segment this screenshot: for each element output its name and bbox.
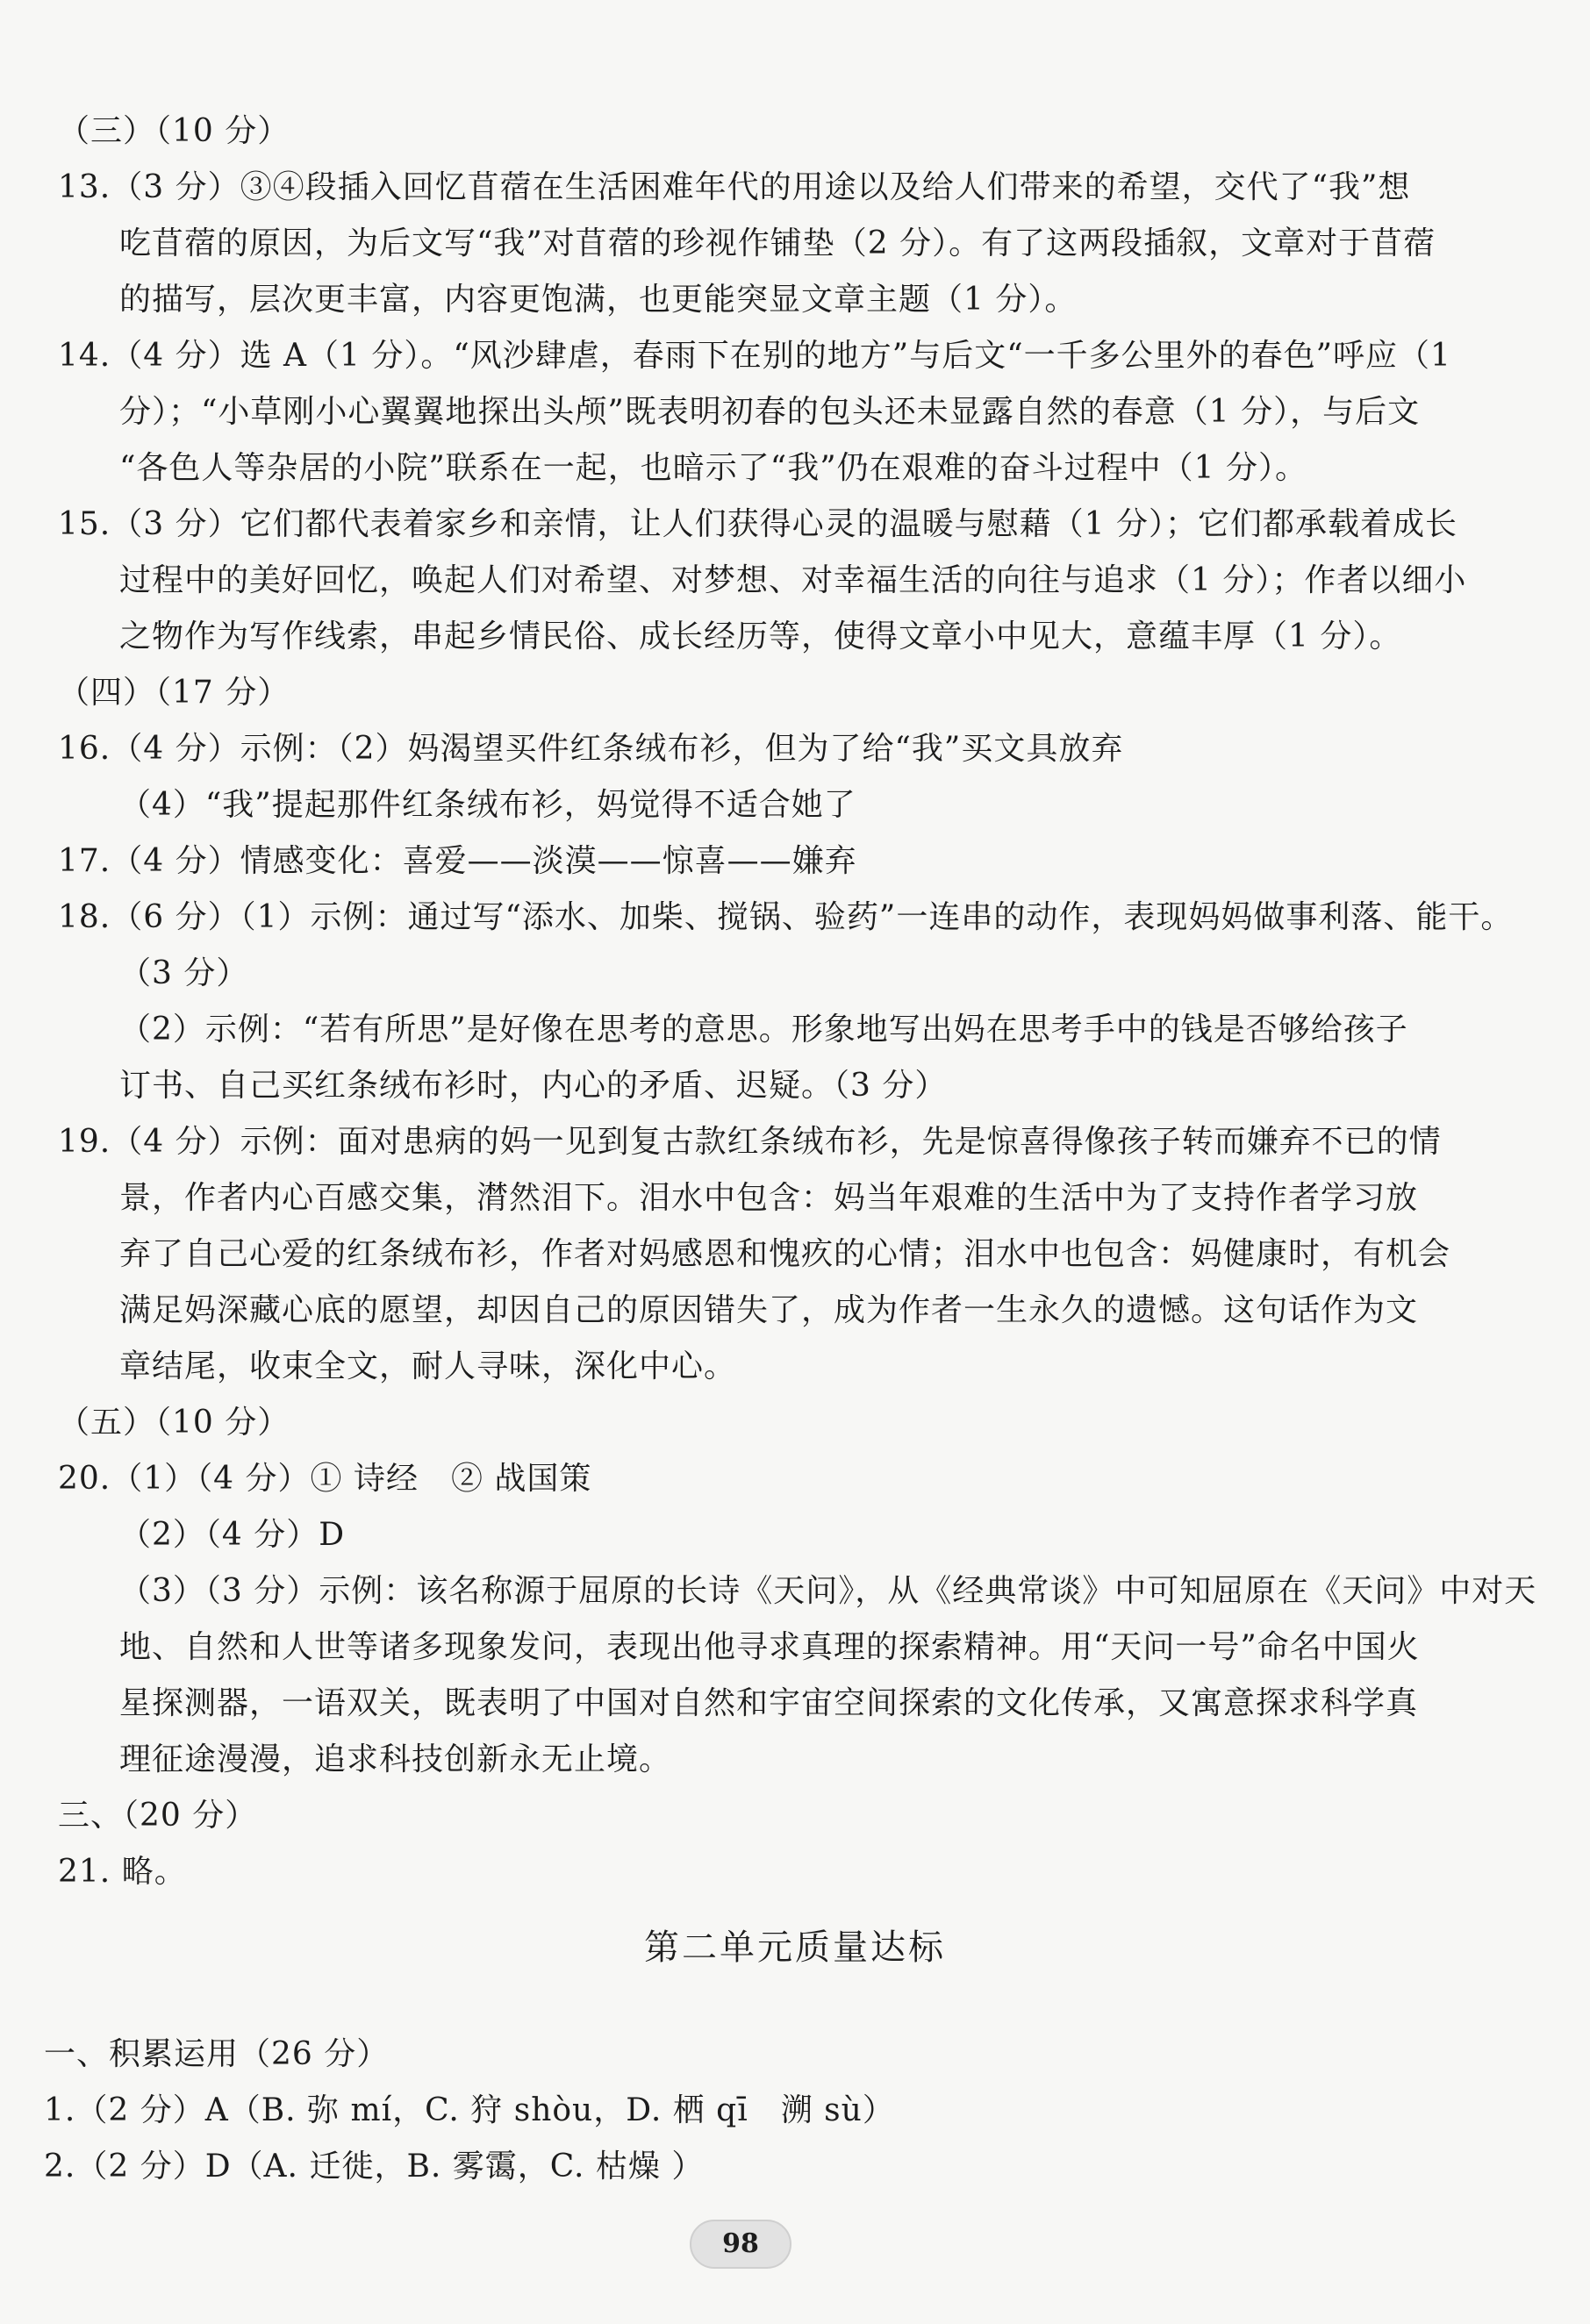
answer-14-line-1: 14.（4 分）选 A（1 分）。“风沙肆虐，春雨下在别的地方”与后文“一千多公里外的春色”呼应（1 [58, 338, 1451, 374]
answer-15-line-3: 之物作为写作线索，串起乡情民俗、成长经历等，使得文章小中见大，意蕴丰厚（1 分）。 [119, 619, 1402, 654]
answer-18-line-1: 18.（6 分）（1）示例：通过写“添水、加柴、搅锅、验药”一连串的动作，表现妈妈做事利落、能干。 [58, 899, 1514, 935]
answer-20-line-3: （3）（3 分）示例：该名称源于屈原的长诗《天问》，从《经典常谈》中可知屈原在《天问》中对天 [119, 1573, 1537, 1609]
answer-18-line-3: （2）示例：“若有所思”是好像在思考的意思。形象地写出妈在思考手中的钱是否够给孩子 [119, 1012, 1408, 1048]
answer-16-line-1: 16.（4 分）示例：（2）妈渴望买件红条绒布衫，但为了给“我”买文具放弃 [58, 731, 1124, 767]
page-number: 98 [722, 2228, 759, 2259]
answer-13-line-1: 13.（3 分）③④段插入回忆苜蓿在生活困难年代的用途以及给人们带来的希望，交代了“我”想 [58, 169, 1411, 205]
answer-20-line-6: 理征途漫漫，追求科技创新永无止境。 [119, 1741, 672, 1777]
unit2-section-heading: 一、积累运用（26 分） [44, 2036, 390, 2072]
answer-21: 21. 略。 [58, 1854, 187, 1890]
answer-20-line-5: 星探测器，一语双关，既表明了中国对自然和宇宙空间探索的文化传承，又寓意探求科学真 [119, 1685, 1419, 1721]
answers-section [58, 104, 1537, 1900]
section-heading-4: （四）（17 分） [58, 675, 290, 711]
unit-title: 第二单元质量达标 [644, 1927, 946, 1968]
answer-20-line-1: 20.（1）（4 分）① 诗经 ② 战国策 [58, 1461, 592, 1497]
answer-14-line-2: 分）；“小草刚小心翼翼地探出头颅”既表明初春的包头还未显露自然的春意（1 分），与后文 [119, 394, 1421, 430]
answer-17: 17.（4 分）情感变化：喜爱——淡漠——惊喜——嫌弃 [58, 843, 857, 879]
answer-15-line-2: 过程中的美好回忆，唤起人们对希望、对梦想、对幸福生活的向往与追求（1 分）；作者以细小 [119, 562, 1467, 598]
answer-19-line-5: 章结尾，收束全文，耐人寻味，深化中心。 [119, 1348, 737, 1384]
answer-20-line-2: （2）（4 分）D [119, 1517, 346, 1553]
unit2-answer-2: 2.（2 分）D（A. 迁徙，B. 雾霭，C. 枯燥 ） [44, 2149, 705, 2185]
unit2-answer-1: 1.（2 分）A（B. 弥 mí，C. 狩 shòu，D. 栖 qī 溯 sù） [44, 2092, 895, 2128]
answer-19-line-4: 满足妈深藏心底的愿望，却因自己的原因错失了，成为作者一生永久的遗憾。这句话作为文 [119, 1292, 1419, 1328]
answer-19-line-1: 19.（4 分）示例：面对患病的妈一见到复古款红条绒布衫，先是惊喜得像孩子转而嫌弃不已的情 [58, 1124, 1442, 1160]
section-heading-5: （五）（10 分） [58, 1405, 290, 1441]
page-number-badge [690, 2220, 791, 2269]
section-heading-part3: 三、（20 分） [58, 1798, 258, 1834]
answer-13-line-2: 吃苜蓿的原因，为后文写“我”对苜蓿的珍视作铺垫（2 分）。有了这两段插叙，文章对于苜蓿 [119, 225, 1436, 261]
unit2-answers [44, 2027, 1430, 2195]
answer-15-line-1: 15.（3 分）它们都代表着家乡和亲情，让人们获得心灵的温暖与慰藉（1 分）；它们都承载着成长 [58, 506, 1458, 542]
answer-19-line-2: 景，作者内心百感交集，潸然泪下。泪水中包含：妈当年艰难的生活中为了支持作者学习放 [119, 1180, 1419, 1216]
answer-20-line-4: 地、自然和人世等诸多现象发问，表现出他寻求真理的探索精神。用“天问一号”命名中国火 [119, 1629, 1420, 1665]
answer-16-line-2: （4）“我”提起那件红条绒布衫，妈觉得不适合她了 [119, 787, 856, 823]
answer-14-line-3: “各色人等杂居的小院”联系在一起，也暗示了“我”仍在艰难的奋斗过程中（1 分）。 [119, 450, 1307, 486]
answer-19-line-3: 弃了自己心爱的红条绒布衫，作者对妈感恩和愧疚的心情；泪水中也包含：妈健康时，有机会 [119, 1236, 1451, 1272]
answer-13-line-3: 的描写，层次更丰富，内容更饱满，也更能突显文章主题（1 分）。 [119, 282, 1078, 318]
answer-18-line-4: 订书、自己买红条绒布衫时，内心的矛盾、迟疑。（3 分） [119, 1068, 948, 1104]
section-heading-3: （三）（10 分） [58, 113, 290, 149]
answer-18-line-2: （3 分） [119, 955, 249, 991]
